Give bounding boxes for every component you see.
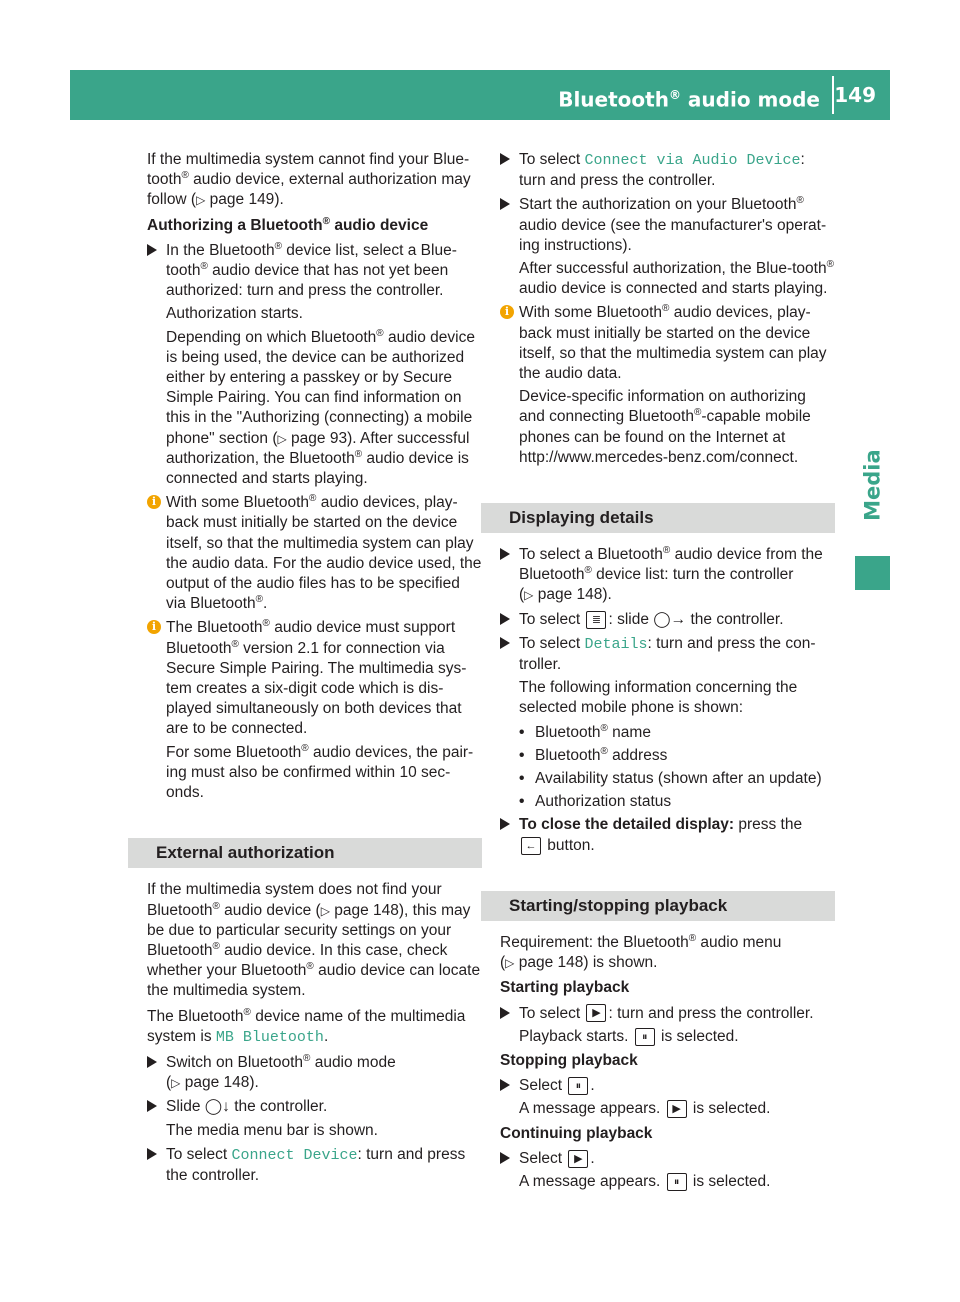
step-arrow-icon [147,244,157,256]
step-arrow-icon [500,153,510,165]
section-heading-displaying-details: Displaying details [481,503,835,533]
info-note: i With some Bluetooth® audio devices, play-back must initially be started on the device itself, so that the multimedia system can play the audio data. For the audio device used, the output of the audio files has to be specified via Bluetooth®. [147,493,482,614]
subheading: Continuing playback [500,1124,653,1142]
step-item: Select ⏸ . A message appears. ▶ is selected. [500,1076,835,1119]
section-heading-external-authorization: External authorization [128,838,482,868]
page-title: Bluetooth® audio mode [558,87,820,112]
paragraph: The Bluetooth® device name of the multimedia system is MB Bluetooth. [147,1006,466,1046]
step-arrow-icon [500,637,510,649]
list-item: • Authorization status [519,793,672,811]
side-tab-marker [855,556,890,590]
back-key-icon: ← [521,837,541,855]
page-number: 149 [834,83,876,107]
step-item: To select ▶ : turn and press the controller. Playback starts. ⏸ is selected. [500,1004,835,1047]
menu-key-icon: ≣ [586,611,606,629]
play-icon: ▶ [568,1150,588,1168]
side-tab [855,430,890,540]
subheading: Stopping playback [500,1051,638,1069]
step-item: Switch on Bluetooth® audio mode (▷ page 148). [147,1053,482,1093]
controller-slide-right-icon: ◯→ [653,610,687,628]
subheading: Authorizing a Bluetooth® audio device [147,215,429,234]
header-bar [70,70,890,120]
pause-icon: ⏸ [568,1077,588,1095]
list-item: • Bluetooth® address [519,745,668,764]
paragraph: If the multimedia system cannot find your Blue-tooth® audio device, external authorization may follow (▷ page 149). [147,151,471,209]
step-arrow-icon [500,1079,510,1091]
info-note: i With some Bluetooth® audio devices, play-back must initially be started on the device itself, so that the multimedia system can play the audio data. Device-specific information on authorizing and connecting Bluetooth®-capable mobile phones can be found on the Internet at http://www.mercedes-benz.com/connect. [500,303,835,468]
list-item: • Bluetooth® name [519,722,651,741]
list-item: • Availability status (shown after an update) [519,770,822,788]
paragraph: Requirement: the Bluetooth® audio menu (▷ page 148) is shown. [500,932,782,972]
info-icon: i [147,495,161,509]
step-arrow-icon [500,1152,510,1164]
step-item: Slide ◯↓ the controller. The media menu bar is shown. [147,1097,482,1140]
play-icon: ▶ [586,1004,606,1022]
step-item: In the Bluetooth® device list, select a Blue-tooth® audio device that has not yet been authorized: turn and press the controller. Authorization starts. Depending on which Bluetooth® audio device is being used, the device can be authorized either by entering a passkey or by Secure Simple Pairing. You can find information on this in the "Authorizing (connecting) a mobile phone" section (▷ page 93). After successful authorization, the Bluetooth® audio device is connected and starts playing. [147,241,482,489]
step-item: Select ▶ . A message appears. ⏸ is selected. [500,1149,835,1192]
left-column [147,150,482,1190]
step-arrow-icon [500,613,510,625]
step-arrow-icon [500,1007,510,1019]
step-item: To select Connect via Audio Device: turn and press the controller. [500,150,835,191]
paragraph: If the multimedia system does not find your Bluetooth® audio device (▷ page 148), this may be due to particular security settings on your Bluetooth® audio device. In this case, check whether your Bluetooth® audio device can locate the multimedia system. [147,881,481,1000]
step-item: To select ≣ : slide ◯→ the controller. [500,610,835,630]
step-arrow-icon [500,198,510,210]
step-arrow-icon [147,1148,157,1160]
step-item: Start the authorization on your Bluetooth® audio device (see the manufacturer's operat-ing instructions). After successful authorization, the Blue-tooth® audio device is connected and starts playing. [500,195,835,299]
info-icon: i [500,305,514,319]
side-tab-label: Media [860,449,885,521]
step-item: To close the detailed display: press the ← button. [500,815,835,855]
play-icon: ▶ [667,1100,687,1118]
step-arrow-icon [147,1056,157,1068]
step-arrow-icon [147,1100,157,1112]
step-item: To select a Bluetooth® audio device from the Bluetooth® device list: turn the controller (▷ page 148). [500,545,835,606]
section-heading-starting-stopping-playback: Starting/stopping playback [481,891,835,921]
right-column [500,150,835,1196]
pause-icon: ⏸ [635,1028,655,1046]
controller-slide-down-icon: ◯↓ [204,1098,230,1116]
step-arrow-icon [500,818,510,830]
step-item: To select Connect Device: turn and press the controller. [147,1145,482,1186]
info-note: i The Bluetooth® audio device must support Bluetooth® version 2.1 for connection via Secure Simple Pairing. The multimedia sys-tem creates a six-digit code which is dis-played simultaneously on both devices that are to be connected. For some Bluetooth® audio devices, the pair-ing must also be confirmed within 10 sec-onds. [147,618,482,803]
pause-icon: ⏸ [667,1173,687,1191]
step-item: To select Details: turn and press the con-troller. The following information concerning the selected mobile phone is shown: [500,634,835,719]
step-arrow-icon [500,548,510,560]
info-icon: i [147,620,161,634]
subheading: Starting playback [500,979,630,997]
